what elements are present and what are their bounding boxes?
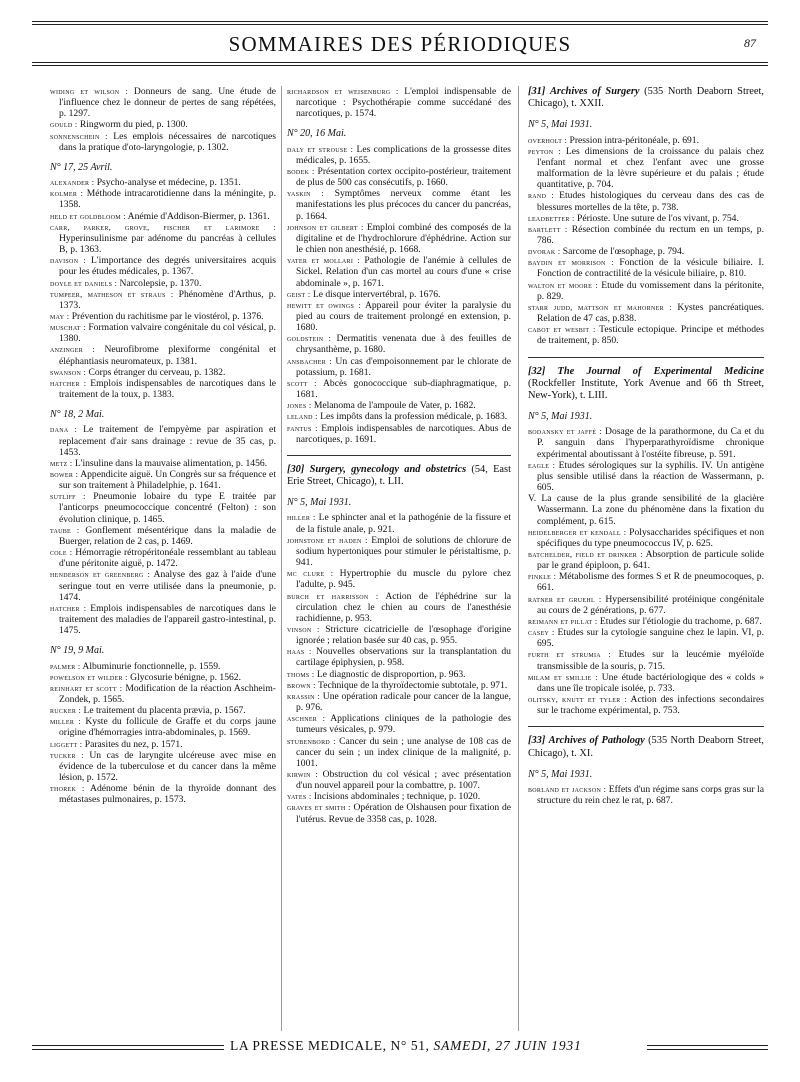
- article-title: Albuminurie fonctionnelle, p. 1559.: [82, 660, 221, 672]
- article-author: graves et smith :: [287, 803, 351, 813]
- article-entry: [528, 493, 764, 526]
- article-entry: [50, 672, 276, 683]
- footer-date: SAMEDI, 27 JUIN 1931: [433, 1038, 582, 1053]
- article-author: doyle et daniels :: [50, 278, 118, 288]
- article-entry: [287, 591, 511, 624]
- article-entry: [287, 255, 511, 288]
- article-entry: [50, 255, 276, 277]
- article-author: powelson et wilder :: [50, 672, 128, 682]
- article-entry: [528, 213, 764, 224]
- article-title: Pathologie de l'anémie à cellules de Sickel. Relation d'un cas mortel au cours d'une « crise abdominale », p. 1671.: [296, 255, 511, 289]
- journal-section: [287, 455, 511, 825]
- article-author: ratner et gruehl :: [528, 594, 602, 604]
- article-title: Incisions abdominales ; technique, p. 1020.: [313, 791, 481, 803]
- article-author: scott :: [287, 378, 317, 388]
- article-author: yater et mollari :: [287, 256, 361, 266]
- article-title: Un cas d'empoisonnement par le chlorate de potassium, p. 1681.: [296, 355, 511, 378]
- article-title: Appendicite aiguë. Un Congrès sur sa fréquence et sur son traitement à Philadelphie, p. 1641.: [59, 469, 276, 492]
- article-entry: [528, 460, 764, 493]
- journal-address: (Rockfeller Institute, York Avenue and 66 th Street, New-York), t. LIII.: [528, 377, 764, 401]
- article-entry: [528, 571, 764, 593]
- article-author: bodansky et jaffé :: [528, 427, 602, 437]
- journal-name: Archives of Surgery: [549, 86, 640, 97]
- article-author: miller :: [50, 717, 81, 727]
- article-title: Le diagnostic de disproportion, p. 963.: [316, 668, 466, 680]
- article-author: yaskin :: [287, 189, 324, 199]
- article-title: Etudes sur la leucémie myéloïde transmissible de la souris, p. 715.: [537, 649, 764, 672]
- column-divider-left: [281, 86, 282, 1031]
- article-entry: [287, 188, 511, 221]
- article-author: hiller :: [287, 513, 316, 523]
- article-author: daly et strouse :: [287, 144, 354, 154]
- article-author: yates :: [287, 792, 312, 802]
- article-title: Hyperinsulinisme par adénome du pancréas à cellules B, p. 1363.: [59, 232, 276, 256]
- article-title: Hypertrophie du muscle du pylore chez l'adulte, p. 945.: [296, 568, 511, 591]
- article-author: haas :: [287, 647, 312, 657]
- article-author: anzinger :: [50, 345, 96, 355]
- article-entry: [287, 333, 511, 355]
- article-author: thoms :: [287, 669, 315, 679]
- article-author: walton et moore :: [528, 280, 598, 290]
- article-author: liggett :: [50, 739, 83, 749]
- article-title: Emploi de solutions de chlorure de sodium hypertoniques pour stimuler le péristaltisme, p. 941.: [296, 534, 511, 569]
- article-title: Etudes histologiques du cerveau dans des cas de blessures mortelles de la tête, p. 738.: [537, 190, 764, 213]
- article-author: fantus :: [287, 423, 318, 433]
- article-entry: [528, 627, 764, 649]
- article-entry: [528, 672, 764, 694]
- article-entry: [50, 491, 276, 524]
- article-title: Une opération radicale pour cancer de la langue, p. 976.: [296, 690, 511, 714]
- article-author: casey :: [528, 628, 555, 638]
- article-title: Technique de la thyroïdectomie subtotale, p. 971.: [318, 679, 508, 691]
- article-title: Les complications de la grossesse dites médicales, p. 1655.: [296, 143, 511, 166]
- article-author: finkle :: [528, 572, 557, 582]
- article-entry: [287, 400, 511, 411]
- article-author: aschner :: [287, 714, 326, 724]
- journal-heading: [528, 86, 764, 110]
- article-title: Sarcome de l'œsophage, p. 794.: [562, 246, 685, 258]
- article-title: Le traitement du placenta prævia, p. 1567.: [83, 705, 246, 717]
- article-author: hewitt et owings :: [287, 300, 362, 310]
- journal-heading: [287, 464, 511, 488]
- article-title: Métabolisme des formes S et R de pneumocoques, p. 661.: [537, 571, 764, 594]
- article-author: vinson :: [287, 624, 320, 634]
- article-title: Psycho-analyse et médecine, p. 1351.: [96, 177, 241, 189]
- article-entry: [287, 222, 511, 255]
- article-title: Présentation cortex occipito-postérieur, traitement de plus de 500 cas consécutifs, p. 1660.: [296, 165, 511, 189]
- journal-address: (535 North Deaborn Street, Chicago), t. XXII.: [528, 86, 764, 110]
- article-title: Obstruction du col vésical ; avec présentation d'un nouvel appareil pour la combattre, p. 1007.: [296, 769, 512, 792]
- article-entry: [287, 411, 511, 422]
- article-author: johnstone et haden :: [287, 535, 368, 545]
- article-title: Dosage de la parathormone, du Ca et du P. sanguin dans l'hyperparathyroïdisme chronique expérimental aboutissant à l'ostéite fibreuse, p. 591.: [537, 426, 764, 460]
- article-entry: [287, 535, 511, 568]
- article-entry: [528, 426, 764, 459]
- article-title: Le disque intervertébral, p. 1676.: [312, 288, 441, 300]
- article-entry: [287, 736, 511, 769]
- article-entry: [50, 222, 276, 255]
- article-author: stubenbord :: [287, 736, 336, 746]
- article-author: jones :: [287, 401, 312, 411]
- article-title: Narcolepsie, p. 1370.: [119, 277, 202, 289]
- article-author: sonnenschein :: [50, 131, 108, 141]
- article-title: Neurofibrome plexiforme congénital et éléphantiasis neuromateux, p. 1381.: [59, 344, 277, 367]
- article-author: goldstein :: [287, 334, 332, 344]
- article-entry: [528, 694, 764, 716]
- article-title: Emplois indispensables de narcotiques dans le traitement de la toux, p. 1383.: [59, 377, 276, 401]
- article-title: Kyste du follicule de Graffe et du corps jaune origine d'hémorragies intra-abdominales, p. 1569.: [59, 716, 276, 739]
- article-entry: [50, 525, 276, 547]
- article-entry: [528, 190, 764, 212]
- article-title: Corps étranger du cerveau, p. 1382.: [88, 366, 226, 378]
- article-title: Prévention du rachitisme par le viostérol, p. 1376.: [71, 310, 264, 322]
- article-author: geist :: [287, 289, 311, 299]
- footer-issue: N° 51,: [390, 1038, 430, 1053]
- article-entry: [528, 594, 764, 616]
- article-title: Glycosurie bénigne, p. 1562.: [130, 671, 241, 683]
- article-author: kolmer :: [50, 189, 84, 199]
- article-title: L'insuline dans la mauvaise alimentation, p. 1456.: [74, 457, 268, 469]
- column-2: [287, 86, 511, 825]
- article-entry: [50, 188, 276, 210]
- page-number: 87: [744, 36, 756, 50]
- footer-rule-right: [647, 1045, 768, 1050]
- article-title: Action des infections secondaires sur le trachome expérimental, p. 753.: [537, 694, 764, 717]
- article-title: Pneumonie lobaire du type E traitée par l'anticorps pneumococcique concentré (Felton) : son évolution clinique, p. 1465.: [59, 491, 276, 525]
- article-author: richardson et weisenburg :: [287, 87, 399, 96]
- article-title: Parasites du nez, p. 1571.: [84, 738, 183, 750]
- article-entry: [50, 378, 276, 400]
- journal-section: [528, 357, 764, 717]
- article-entry: [50, 119, 276, 130]
- journal-number: [32]: [528, 365, 546, 377]
- article-entry: [50, 367, 276, 378]
- column-3: [528, 86, 764, 806]
- article-author: cabot et wesbit :: [528, 325, 596, 335]
- article-author: taube :: [50, 525, 80, 535]
- article-entry: [50, 750, 276, 783]
- article-entry: [50, 322, 276, 344]
- journal-name: Surgery, gynecology and obstetrics: [309, 463, 467, 475]
- article-author: brown :: [287, 680, 316, 690]
- journal-number: [33]: [528, 735, 546, 747]
- article-entry: [50, 683, 276, 705]
- article-author: widing et wilson :: [50, 87, 128, 96]
- footer-rule-left: [32, 1045, 224, 1050]
- article-author: rand :: [528, 191, 554, 201]
- article-title: Appareil pour éviter la paralysie du pied au cours de traitement prolongé en extension, p. 1680.: [296, 299, 511, 334]
- article-title: Applications cliniques de la pathologie des tumeurs vésicales, p. 979.: [296, 713, 512, 736]
- article-title: Les emplois nécessaires de narcotiques dans la pratique d'oto-laryngologie, p. 1302.: [59, 130, 277, 153]
- article-entry: [528, 257, 764, 279]
- article-author: furth et strumia :: [528, 650, 611, 660]
- article-entry: [287, 680, 511, 691]
- article-author: burch et harrisson :: [287, 591, 379, 601]
- article-author: hatcher :: [50, 378, 87, 388]
- article-title: Adénome bénin de la thyroïde donnant des métastases pulmonaires, p. 1573.: [59, 783, 276, 806]
- article-title: Etudes sur l'étiologie du trachome, p. 687.: [599, 615, 762, 627]
- article-entry: [287, 646, 511, 668]
- footer-text: [230, 1038, 582, 1054]
- article-entry: [50, 311, 276, 322]
- footer-journal: LA PRESSE MEDICALE,: [230, 1038, 387, 1053]
- article-title: Formation valvaire congénitale du col vésical, p. 1380.: [59, 322, 276, 345]
- article-entry: [528, 246, 764, 257]
- article-author: swanson :: [50, 367, 87, 377]
- article-author: batchelder, field et drinker :: [528, 550, 643, 560]
- issue-date: N° 17, 25 Avril.: [50, 161, 113, 173]
- article-author: reinhart et scott :: [50, 683, 123, 693]
- journal-section: [287, 86, 511, 445]
- article-entry: [50, 783, 276, 805]
- journal-heading: [528, 366, 764, 403]
- article-entry: [50, 458, 276, 469]
- article-author: overholt :: [528, 135, 568, 145]
- journal-address: (54, East Erie Street, Chicago), t. LII.: [287, 463, 511, 488]
- article-title: Les impôts dans la profession médicale, p. 1683.: [320, 411, 508, 423]
- journal-heading: [528, 735, 764, 759]
- page-title: SOMMAIRES DES PÉRIODIQUES: [228, 32, 572, 56]
- article-title: Testicule ectopique. Principe et méthodes de traitement, p. 850.: [537, 324, 764, 347]
- article-entry: [287, 769, 511, 791]
- header-rule-top-inner: [32, 24, 768, 25]
- article-entry: [287, 669, 511, 680]
- article-entry: [287, 289, 511, 300]
- article-entry: [287, 802, 511, 824]
- article-entry: [50, 177, 276, 188]
- article-entry: [528, 224, 764, 246]
- article-author: sutliff :: [50, 492, 86, 502]
- header-rule-bottom-inner: [32, 65, 768, 66]
- article-author: carr, parker, grove, fischer et larimore :: [50, 222, 276, 232]
- article-author: bodek :: [287, 166, 315, 176]
- page-footer: [32, 1038, 768, 1054]
- article-entry: [528, 135, 764, 146]
- article-entry: [528, 280, 764, 302]
- column-divider-right: [518, 86, 519, 1031]
- article-author: palmer :: [50, 661, 81, 671]
- journal-address: (535 North Deaborn Street, Chicago), t. XI.: [528, 735, 764, 759]
- header-rule-top: [32, 21, 768, 22]
- issue-date: N° 19, 9 Mai.: [50, 645, 105, 657]
- article-title: Le traitement de l'empyème par aspiration et replacement d'air sans drainage : revue de 35 cas, p. 1453.: [59, 424, 276, 458]
- article-entry: [528, 146, 764, 191]
- article-entry: [50, 211, 276, 222]
- article-entry: [528, 616, 764, 627]
- article-title: Symptômes nerveux comme étant les manifestations les plus précoces du cancer du pancréas, p. 1664.: [296, 188, 511, 222]
- article-title: Analyse des gaz à l'aide d'une seringue tout en verre utilisée dans la pneumonie, p. 1474.: [59, 569, 276, 603]
- issue-date: N° 18, 2 Mai.: [50, 409, 105, 421]
- article-entry: [528, 549, 764, 571]
- article-title: Emplois indispensables de narcotiques. Abus de narcotiques, p. 1691.: [296, 422, 511, 445]
- article-entry: [50, 86, 276, 119]
- header-rule-bottom: [32, 62, 768, 63]
- article-author: heidelberger et kendall :: [528, 527, 627, 537]
- journal-number: [31]: [528, 86, 546, 97]
- article-author: olitsky, knutt et tyler :: [528, 695, 628, 705]
- article-entry: [287, 512, 511, 534]
- article-author: johnson et gilbert :: [287, 222, 364, 232]
- article-entry: [50, 547, 276, 569]
- article-title: Absorption de particule solide par le grand épiploon, p. 641.: [537, 549, 764, 572]
- article-author: tumpeer, matheson et straus :: [50, 289, 174, 299]
- article-author: rucker :: [50, 706, 82, 716]
- issue-date: N° 5, Mai 1931.: [528, 119, 593, 131]
- article-author: davison :: [50, 256, 86, 266]
- article-entry: [528, 324, 764, 346]
- journal-section: [528, 726, 764, 806]
- article-author: reimann et pillat :: [528, 616, 598, 626]
- article-author: bartlett :: [528, 224, 568, 234]
- article-title: V. La cause de la plus grande sensibilité de la glacière Wassermann. La zone du phénomène dans la fixation du complément, p. 615.: [528, 493, 764, 527]
- issue-date: N° 5, Mai 1931.: [528, 768, 593, 780]
- article-title: Melanoma de l'ampoule de Vater, p. 1682.: [313, 400, 476, 412]
- article-title: Kystes pancréatiques. Relation de 47 cas, p.838.: [537, 301, 765, 325]
- article-title: Résection combinée du rectum en un temps, p. 786.: [537, 223, 764, 246]
- article-title: Hypersensibilité protéinique congénitale au cours de 2 générations, p. 677.: [537, 593, 764, 616]
- article-entry: [50, 469, 276, 491]
- article-author: peyton :: [528, 146, 561, 156]
- article-author: metz :: [50, 458, 73, 468]
- article-entry: [287, 423, 511, 445]
- article-entry: [287, 86, 511, 119]
- article-title: Méthode intracarotidienne dans la méningite, p. 1358.: [59, 188, 276, 211]
- article-author: starr judd, mattson et mahorner :: [528, 302, 672, 312]
- article-title: Polysaccharides spécifiques et non spécifiques du type pneumococcus IV, p. 625.: [537, 526, 764, 549]
- article-author: borland et jackson :: [528, 784, 607, 794]
- journal-section: [528, 86, 764, 347]
- article-entry: [50, 716, 276, 738]
- article-title: Gonflement mésentérique dans la maladie de Buerger, relation de 2 cas, p. 1469.: [59, 524, 276, 547]
- article-author: henderson et greenberg :: [50, 570, 151, 580]
- article-entry: [528, 784, 764, 806]
- article-entry: [287, 624, 511, 646]
- article-entry: [50, 661, 276, 672]
- article-title: Pression intra-péritonéale, p. 691.: [569, 134, 699, 146]
- article-author: baydin et morrison :: [528, 258, 614, 268]
- article-entry: [528, 302, 764, 324]
- journal-number: [30]: [287, 463, 305, 475]
- article-title: Phénomène d'Arthus, p. 1373.: [59, 288, 276, 311]
- article-author: muschat :: [50, 323, 86, 333]
- article-author: kirwin :: [287, 770, 318, 779]
- article-title: Le sphincter anal et la pathogénie de la fissure et de la fistule anale, p. 921.: [296, 512, 511, 535]
- article-author: dana :: [50, 425, 78, 435]
- article-author: leadbetter :: [528, 213, 575, 223]
- article-title: Opération de Olshausen pour fixation de l'utérus. Revue de 3358 cas, p. 1028.: [296, 802, 511, 825]
- article-title: Abcès gonococcique sub-diaphragmatique, p. 1681.: [296, 377, 511, 401]
- article-entry: [287, 791, 511, 802]
- journal-name: The Journal of Experimental Medicine: [557, 365, 764, 377]
- journal-section: [50, 86, 276, 806]
- article-entry: [287, 144, 511, 166]
- article-author: milam et smillie :: [528, 672, 598, 682]
- article-author: leland :: [287, 412, 318, 422]
- article-entry: [287, 166, 511, 188]
- article-title: Emploi combiné des composés de la digitaline et de l'hydrochlorure d'éphédrine. Action sur le chien non anesthésié, p. 1668.: [296, 221, 511, 256]
- article-title: Stricture cicatricielle de l'œsophage d'origine ignorée ; relation basée sur 40 cas, p. 955.: [296, 623, 511, 647]
- article-title: Hémorragie rétropéritonéale ressemblant au tableau d'une péritonite aiguë, p. 1472.: [59, 547, 276, 570]
- article-entry: [287, 568, 511, 590]
- article-title: Une étude bactériologique des « colds » dans une île tropicale isolée, p. 733.: [537, 671, 764, 694]
- article-entry: [50, 603, 276, 636]
- article-author: thorek :: [50, 784, 85, 794]
- article-entry: [287, 356, 511, 378]
- article-entry: [287, 300, 511, 333]
- article-entry: [50, 131, 276, 153]
- article-entry: [528, 649, 764, 671]
- article-author: krassin :: [287, 691, 321, 701]
- article-title: Etude du vomissement dans la péritonite, p. 829.: [537, 279, 765, 302]
- article-entry: [287, 378, 511, 400]
- article-author: bower :: [50, 470, 79, 479]
- article-entry: [50, 278, 276, 289]
- article-entry: [50, 289, 276, 311]
- article-title: Etudes sérologiques sur la syphilis. IV. Un antigène plus sensible utilisé dans la réaction de Wassermann, p. 605.: [537, 459, 764, 494]
- article-title: Action de l'éphédrine sur la circulation chez le chien au cours de l'anesthésie rachidienne, p. 953.: [296, 590, 511, 624]
- article-entry: [50, 705, 276, 716]
- article-entry: [528, 527, 764, 549]
- article-title: Périoste. Une suture de l'os vivant, p. 754.: [577, 212, 739, 224]
- article-author: may :: [50, 311, 70, 321]
- article-title: Modification de la réaction Aschheim-Zondek, p. 1565.: [59, 682, 276, 705]
- article-title: Effets d'un régime sans corps gras sur la structure du rein chez le rat, p. 687.: [537, 783, 764, 807]
- article-title: Anémie d'Addison-Biermer, p. 1361.: [127, 210, 270, 222]
- article-author: dvorak :: [528, 247, 561, 257]
- article-title: Cancer du sein ; une analyse de 108 cas de cancer du sein ; un index clinique de la malignité, p. 1001.: [296, 735, 511, 769]
- article-author: eagle :: [528, 460, 556, 470]
- article-author: cole :: [50, 548, 73, 558]
- article-entry: [50, 569, 276, 602]
- article-author: alexander :: [50, 178, 95, 188]
- article-author: tucker :: [50, 750, 84, 760]
- article-title: Un cas de laryngite ulcéreuse avec mise en évidence de la tuberculose et du cancer dans la même lésion, p. 1572.: [59, 749, 276, 784]
- article-title: L'emploi indispensable de narcotique : Psychothérapie comme succédané des narcotiques, p. 1574.: [296, 86, 511, 120]
- article-entry: [287, 691, 511, 713]
- article-entry: [50, 344, 276, 366]
- article-title: Etudes sur la cytologie sanguine chez le lapin. VI, p. 695.: [537, 627, 764, 650]
- article-author: gould :: [50, 120, 78, 130]
- article-title: Nouvelles observations sur la transplantation du cartilage épiphysien, p. 958.: [296, 646, 511, 669]
- article-author: ansbacher :: [287, 356, 332, 366]
- article-title: Emplois indispensables de narcotiques dans le traitement des maladies de l'appareil gastro-intestinal, p. 1475.: [59, 602, 276, 637]
- article-author: mc clure :: [287, 569, 334, 579]
- article-entry: [50, 424, 276, 457]
- article-entry: [287, 713, 511, 735]
- article-entry: [50, 739, 276, 750]
- issue-date: N° 5, Mai 1931.: [287, 497, 352, 509]
- article-title: Les dimensions de la croissance du palais chez l'enfant normal et chez l'enfant avec une grosse malformation de la lèvre supérieure et du palais ; étude quantitative, p. 704.: [537, 145, 764, 191]
- issue-date: N° 5, Mai 1931.: [528, 411, 593, 423]
- article-title: Donneurs de sang. Une étude de l'influence chez le donneur de pertes de sang répétées, p. 1297.: [59, 86, 276, 120]
- column-1: [50, 86, 276, 806]
- article-title: L'importance des degrés universitaires acquis pour les études médicales, p. 1367.: [59, 255, 276, 278]
- article-author: hatcher :: [50, 603, 87, 613]
- article-title: Dermatitis venenata due à des feuilles de chrysanthème, p. 1680.: [296, 333, 511, 356]
- article-title: Ringworm du pied, p. 1300.: [79, 119, 188, 131]
- journal-name: Archives of Pathology: [548, 735, 645, 747]
- article-title: Fonction de la vésicule biliaire. I. Fonction de contractilité de la vésicule biliaire, p. 810.: [537, 257, 764, 280]
- issue-date: N° 20, 16 Mai.: [287, 128, 347, 140]
- article-author: held et goldbloom :: [50, 211, 126, 221]
